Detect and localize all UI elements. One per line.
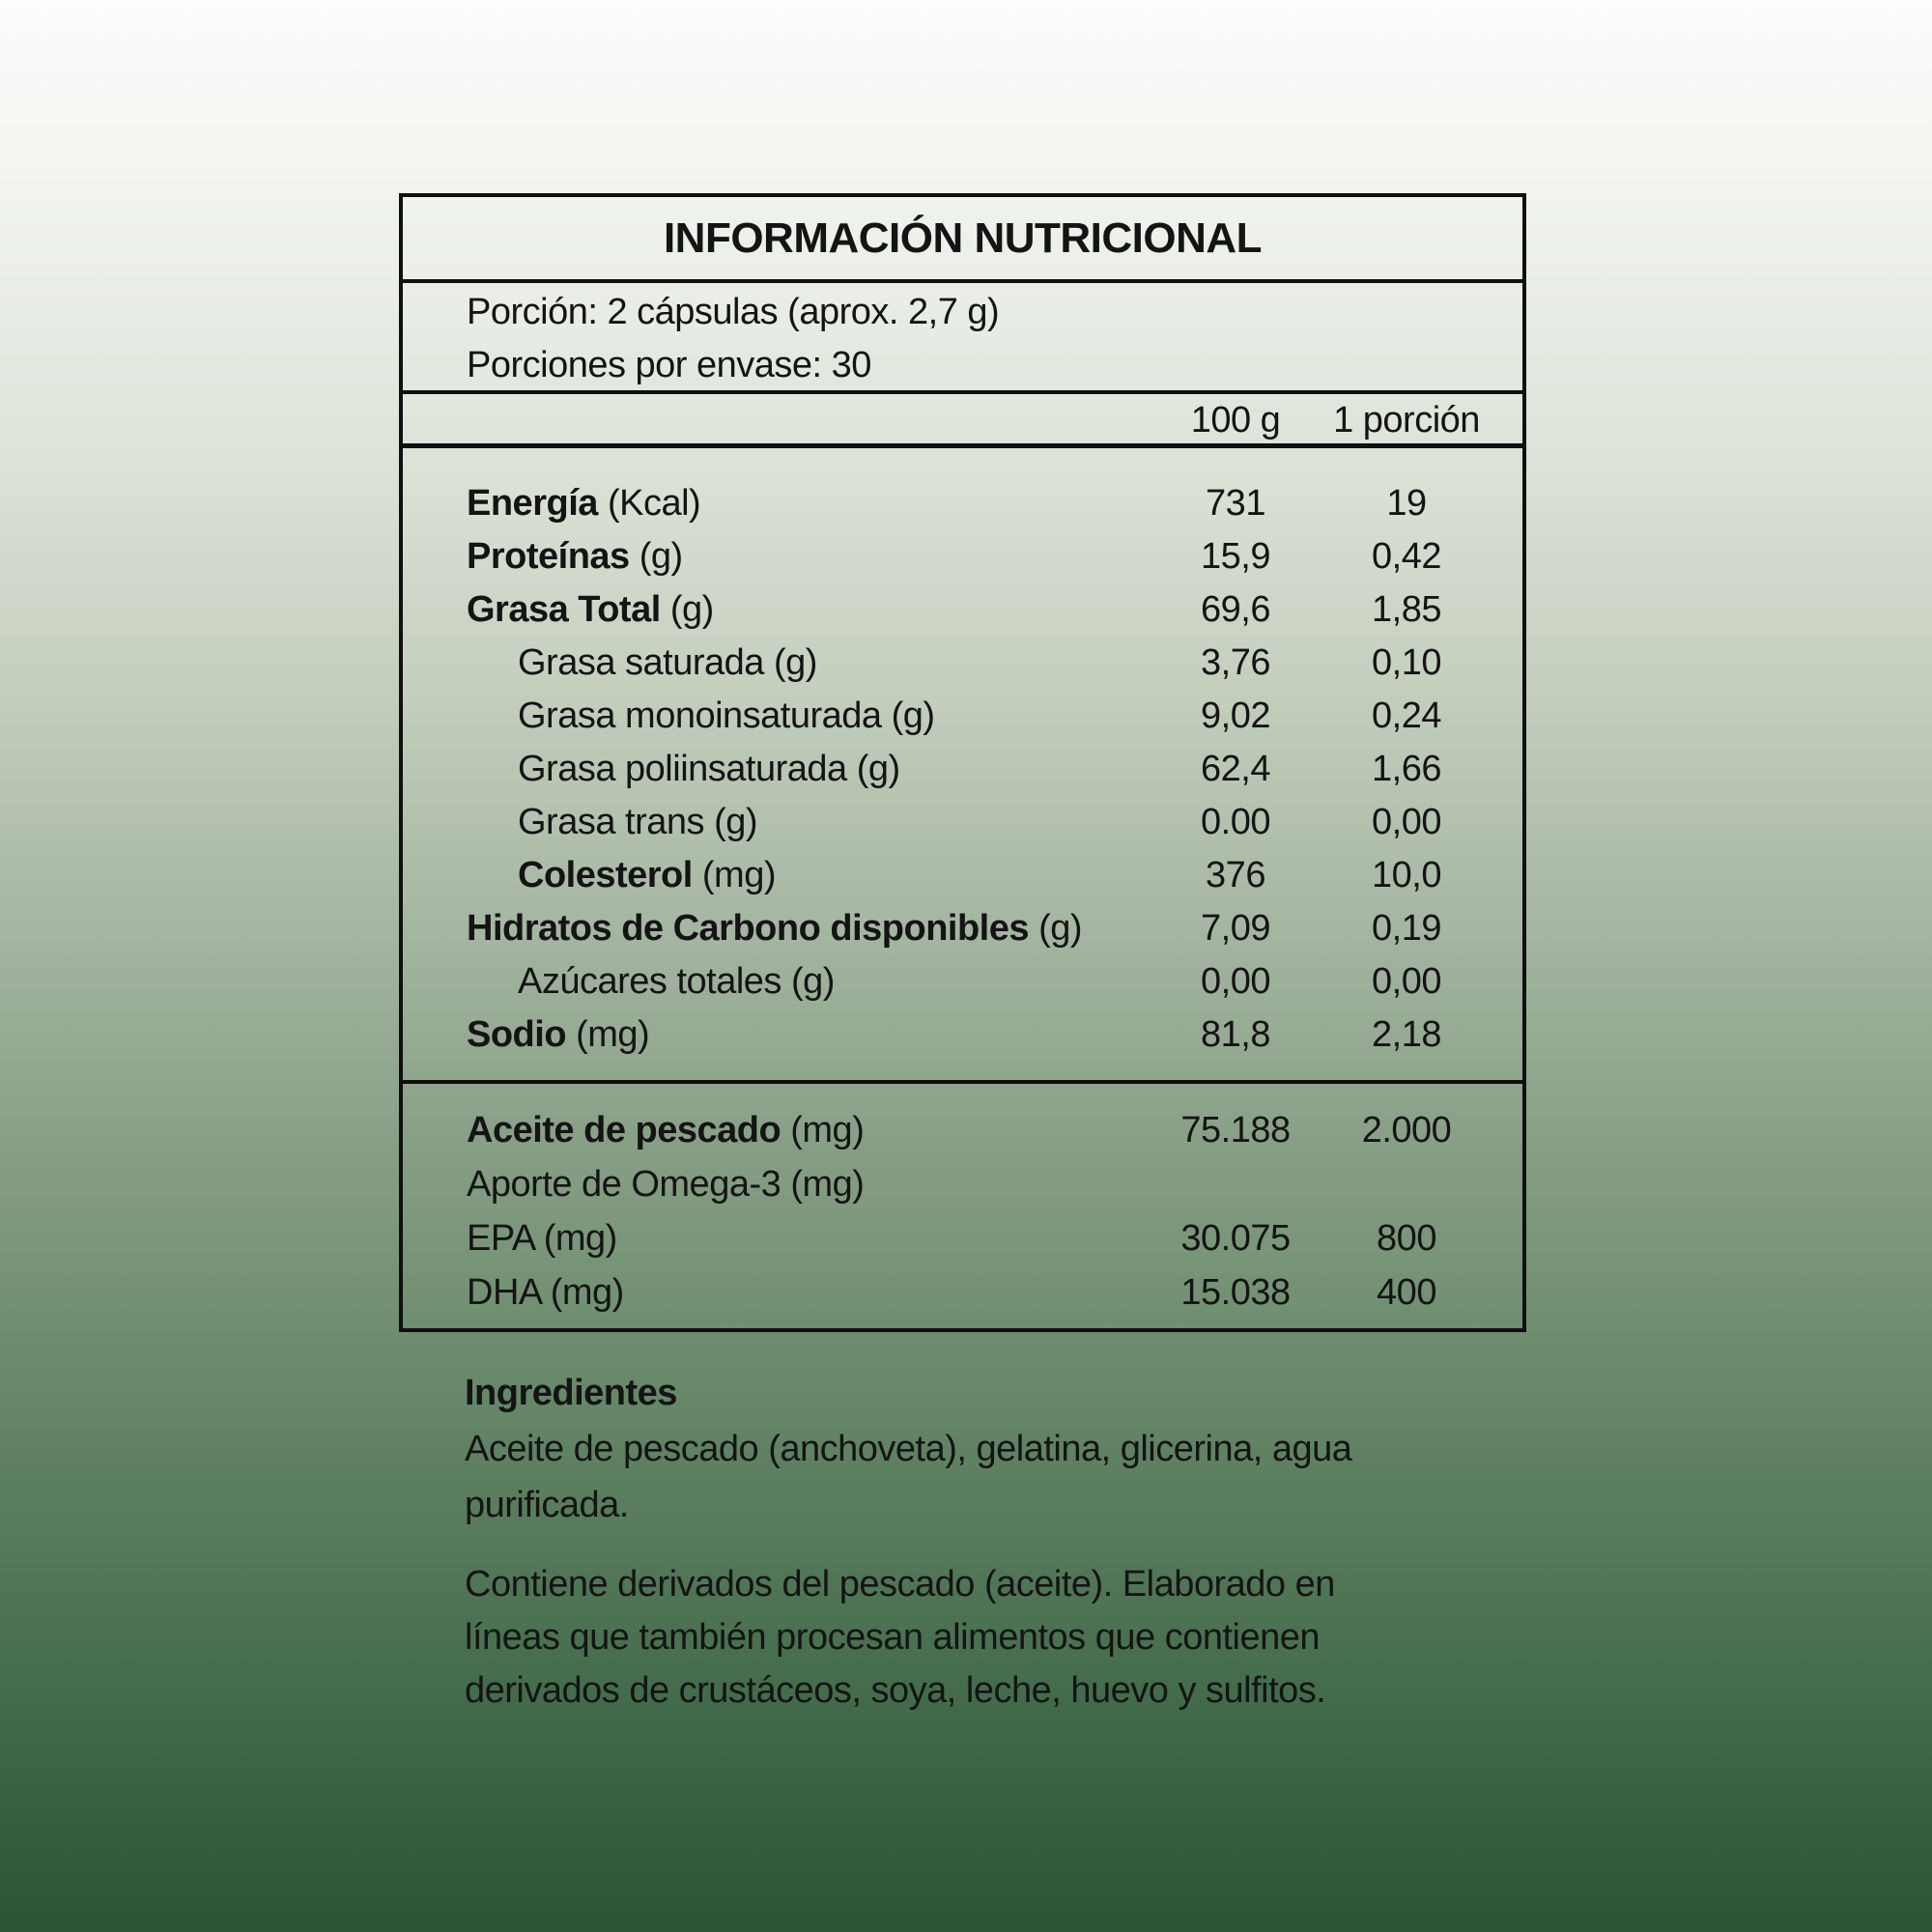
column-header-row <box>403 394 1522 448</box>
value-per-100g: 30.075 <box>1180 1218 1291 1259</box>
nutrient-label: Grasa poliinsaturada (g) <box>518 749 900 789</box>
ingredients-heading: Ingredientes <box>465 1373 677 1413</box>
omega-rows-section <box>403 1084 1522 1328</box>
value-per-100g: 3,76 <box>1201 642 1270 683</box>
value-per-100g: 0,00 <box>1201 961 1270 1002</box>
allergen-text-line: líneas que también procesan alimentos que contienen <box>465 1617 1320 1658</box>
value-per-100g: 15,9 <box>1201 536 1270 577</box>
value-per-100g <box>1163 1157 1308 1211</box>
column-header-spacer <box>467 394 1150 446</box>
nutrient-label: Aceite de pescado (mg) <box>467 1110 865 1151</box>
column-header-100g: 100 g <box>1190 400 1281 440</box>
value-per-100g: 75.188 <box>1180 1110 1291 1151</box>
allergen-statement <box>465 1558 1518 1718</box>
table-row <box>403 902 1522 955</box>
table-row <box>403 1265 1522 1320</box>
value-per-serving: 0,42 <box>1372 536 1441 577</box>
nutrient-label: Aporte de Omega-3 (mg) <box>467 1164 865 1205</box>
nutrient-label: Grasa Total (g) <box>467 589 714 630</box>
ingredients-text-line: purificada. <box>465 1485 629 1525</box>
allergen-text-line: derivados de crustáceos, soya, leche, huevo y sulfitos. <box>465 1670 1326 1711</box>
nutrient-label: Energía (Kcal) <box>467 483 701 524</box>
nutrient-label: EPA (mg) <box>467 1218 617 1259</box>
nutrient-label: Proteínas (g) <box>467 536 683 577</box>
ingredients-block <box>465 1365 1518 1718</box>
value-per-100g: 9,02 <box>1201 696 1270 736</box>
nutrient-label: Hidratos de Carbono disponibles (g) <box>467 908 1083 949</box>
serving-size-line: Porción: 2 cápsulas (aprox. 2,7 g) <box>467 292 1000 332</box>
table-row <box>403 1103 1522 1157</box>
value-per-100g: 69,6 <box>1201 589 1270 630</box>
value-per-serving: 0,19 <box>1372 908 1441 949</box>
table-row <box>403 955 1522 1009</box>
value-per-serving: 1,66 <box>1372 749 1441 789</box>
nutrient-label: Grasa monoinsaturada (g) <box>518 696 935 736</box>
table-row <box>403 583 1522 637</box>
value-per-serving: 0,10 <box>1372 642 1441 683</box>
value-per-serving: 0,24 <box>1372 696 1441 736</box>
value-per-100g: 0.00 <box>1201 802 1270 842</box>
nutrient-rows-section <box>403 448 1522 1084</box>
value-per-100g: 731 <box>1206 483 1265 524</box>
table-row <box>403 637 1522 690</box>
table-row <box>403 530 1522 583</box>
table-row <box>403 477 1522 530</box>
panel-title: INFORMACIÓN NUTRICIONAL <box>403 197 1522 283</box>
nutrient-label: Grasa trans (g) <box>518 802 758 842</box>
value-per-100g: 376 <box>1206 855 1265 895</box>
value-per-serving: 0,00 <box>1372 802 1441 842</box>
ingredients-body <box>465 1421 1518 1533</box>
value-per-100g: 81,8 <box>1201 1014 1270 1055</box>
serving-info-section <box>403 283 1522 394</box>
nutrition-facts-panel <box>399 193 1526 1332</box>
value-per-100g: 62,4 <box>1201 749 1270 789</box>
table-row <box>403 743 1522 796</box>
table-row <box>403 1211 1522 1265</box>
value-per-serving: 800 <box>1377 1218 1436 1259</box>
value-per-serving: 0,00 <box>1372 961 1441 1002</box>
nutrient-label: Colesterol (mg) <box>518 855 776 895</box>
nutrient-label: Grasa saturada (g) <box>518 642 817 683</box>
table-row <box>403 796 1522 849</box>
ingredients-text-line: Aceite de pescado (anchoveta), gelatina, glicerina, agua <box>465 1429 1352 1469</box>
value-per-100g: 15.038 <box>1180 1272 1291 1313</box>
nutrient-label: DHA (mg) <box>467 1272 624 1313</box>
servings-per-container-line: Porciones por envase: 30 <box>467 345 871 385</box>
value-per-serving: 19 <box>1386 483 1427 524</box>
table-row <box>403 1009 1522 1062</box>
value-per-100g: 7,09 <box>1201 908 1270 949</box>
value-per-serving: 2.000 <box>1361 1110 1452 1151</box>
allergen-text-line: Contiene derivados del pescado (aceite). Elaborado en <box>465 1564 1335 1605</box>
value-per-serving <box>1321 1157 1492 1211</box>
value-per-serving: 1,85 <box>1372 589 1441 630</box>
nutrient-label: Azúcares totales (g) <box>518 961 835 1002</box>
column-header-portion: 1 porción <box>1333 400 1480 440</box>
value-per-serving: 2,18 <box>1372 1014 1441 1055</box>
table-row <box>403 690 1522 743</box>
nutrient-label: Sodio (mg) <box>467 1014 650 1055</box>
table-row <box>403 849 1522 902</box>
table-row <box>403 1157 1522 1211</box>
value-per-serving: 400 <box>1377 1272 1436 1313</box>
value-per-serving: 10,0 <box>1372 855 1441 895</box>
